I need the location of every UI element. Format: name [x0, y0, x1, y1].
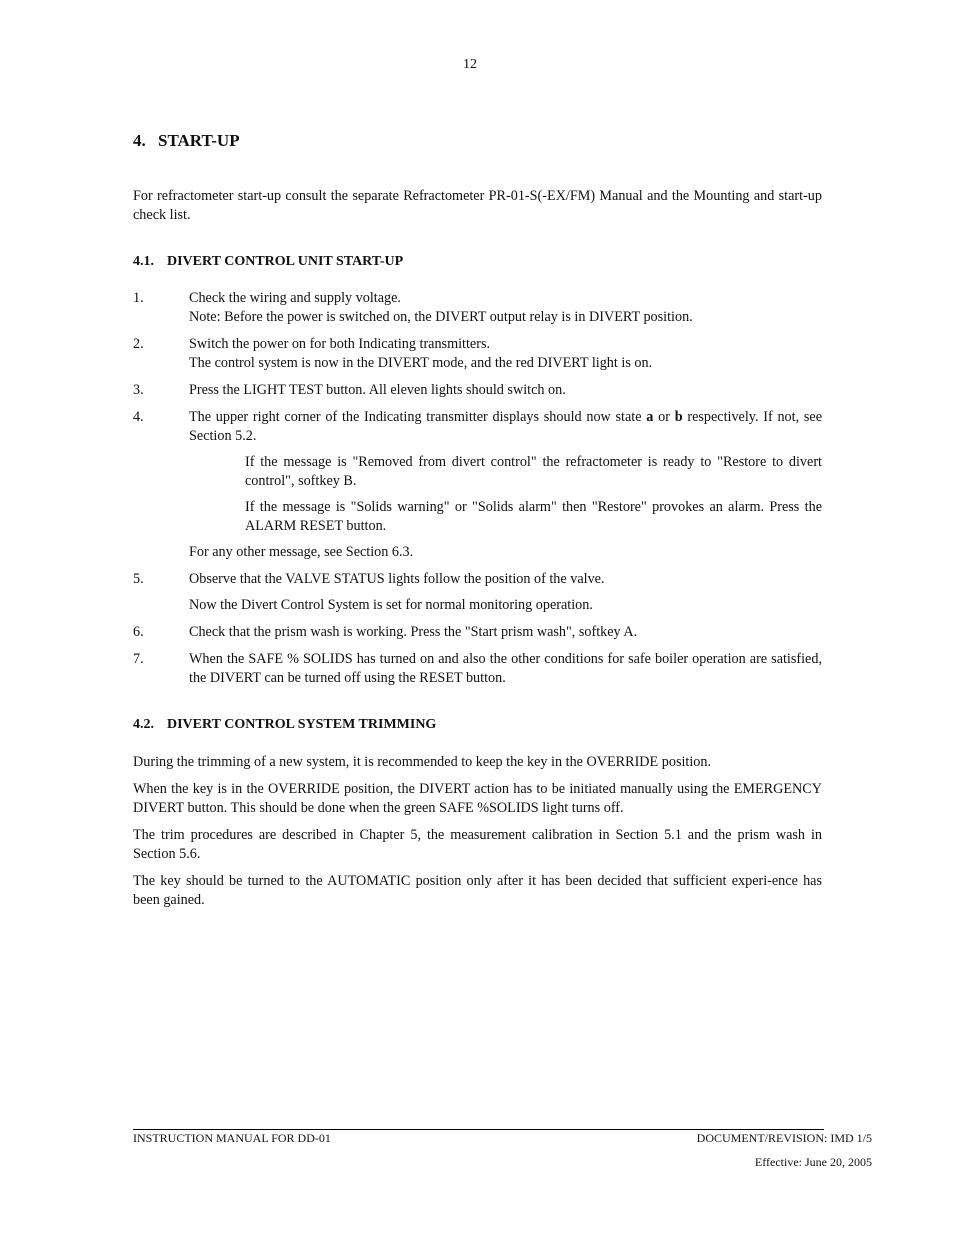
- chapter-title: START-UP: [158, 131, 240, 150]
- footer-manual-title: INSTRUCTION MANUAL FOR DD-01: [133, 1131, 331, 1145]
- state-a: a: [646, 409, 654, 425]
- main-content: [133, 130, 822, 918]
- item-number: 5.: [133, 571, 144, 587]
- item-number: 1.: [133, 290, 144, 306]
- footer-effective-date: Effective: June 20, 2005: [754, 1155, 872, 1169]
- intro-paragraph: For refractometer start-up consult the separate Refractometer PR-01-S(-EX/FM) Manual and the Mounting and start-up check list.: [133, 188, 822, 223]
- list-item: [133, 623, 822, 642]
- section-4-1-number: 4.1.: [133, 254, 154, 269]
- item-followup: Now the Divert Control System is set for normal monitoring operation.: [189, 597, 593, 613]
- item-text: Press the LIGHT TEST button. All eleven lights should switch on.: [189, 382, 566, 398]
- footer-divider: [133, 1129, 824, 1130]
- section-4-1-heading: [133, 253, 822, 271]
- list-item: [133, 289, 822, 327]
- item-text-post: respectively. If not, see Section 5.2.: [189, 409, 822, 444]
- sub-paragraph: If the message is "Solids warning" or "Solids alarm" then "Restore" provokes an alarm. Press the ALARM RESET button.: [245, 499, 822, 534]
- item-number: 2.: [133, 336, 144, 352]
- section-4-2-title: DIVERT CONTROL SYSTEM TRIMMING: [167, 717, 437, 732]
- section-4-2-number: 4.2.: [133, 717, 154, 732]
- item-text: Switch the power on for both Indicating transmitters.: [189, 336, 491, 352]
- item-number: 7.: [133, 651, 144, 667]
- item-text: Observe that the VALVE STATUS lights follow the position of the valve.: [189, 571, 605, 587]
- section-4-1-title: DIVERT CONTROL UNIT START-UP: [167, 254, 404, 269]
- state-b: b: [674, 409, 683, 425]
- item-followup: For any other message, see Section 6.3.: [189, 544, 414, 560]
- startup-steps-list: [133, 289, 822, 688]
- footer-revision: DOCUMENT/REVISION: IMD 1/5: [696, 1131, 872, 1145]
- list-item: [133, 408, 822, 562]
- item-text: Check the wiring and supply voltage.: [189, 290, 401, 306]
- page-number: 12: [463, 57, 477, 72]
- body-paragraph: During the trimming of a new system, it is recommended to keep the key in the OVERRIDE position.: [133, 754, 712, 770]
- list-item: [133, 570, 822, 615]
- item-text: [189, 408, 822, 446]
- body-paragraph: The key should be turned to the AUTOMATIC position only after it has been decided that sufficient experi-ence has been gained.: [133, 873, 822, 908]
- sub-paragraph: If the message is "Removed from divert control" the refractometer is ready to "Restore to divert control", softkey B.: [245, 454, 822, 489]
- body-paragraph: The trim procedures are described in Chapter 5, the measurement calibration in Section 5.1 and the prism wash in Section 5.6.: [133, 827, 822, 862]
- chapter-number: 4.: [133, 131, 146, 150]
- body-paragraph: When the key is in the OVERRIDE position, the DIVERT action has to be initiated manually using the EMERGENCY DIVERT button. This should be done when the green SAFE %SOLIDS light turns off.: [133, 781, 822, 816]
- item-text-mid: or: [653, 409, 675, 425]
- list-item: [133, 381, 822, 400]
- section-4-2-body: [133, 753, 822, 910]
- item-note: The control system is now in the DIVERT mode, and the red DIVERT light is on.: [189, 355, 653, 371]
- item-text-pre: The upper right corner of the Indicating transmitter displays should now state: [189, 409, 647, 425]
- list-item: [133, 335, 822, 373]
- item-note: Note: Before the power is switched on, the DIVERT output relay is in DIVERT position.: [189, 309, 693, 325]
- item-number: 3.: [133, 382, 144, 398]
- item-text: Check that the prism wash is working. Press the "Start prism wash", softkey A.: [189, 624, 638, 640]
- section-4-2-heading: [133, 716, 822, 734]
- item-text: When the SAFE % SOLIDS has turned on and also the other conditions for safe boiler operation are satisfied, the DIVERT can be turned off using the RESET button.: [189, 651, 822, 686]
- list-item: [133, 650, 822, 688]
- item-number: 4.: [133, 409, 144, 425]
- item-number: 6.: [133, 624, 144, 640]
- chapter-heading: [133, 130, 822, 152]
